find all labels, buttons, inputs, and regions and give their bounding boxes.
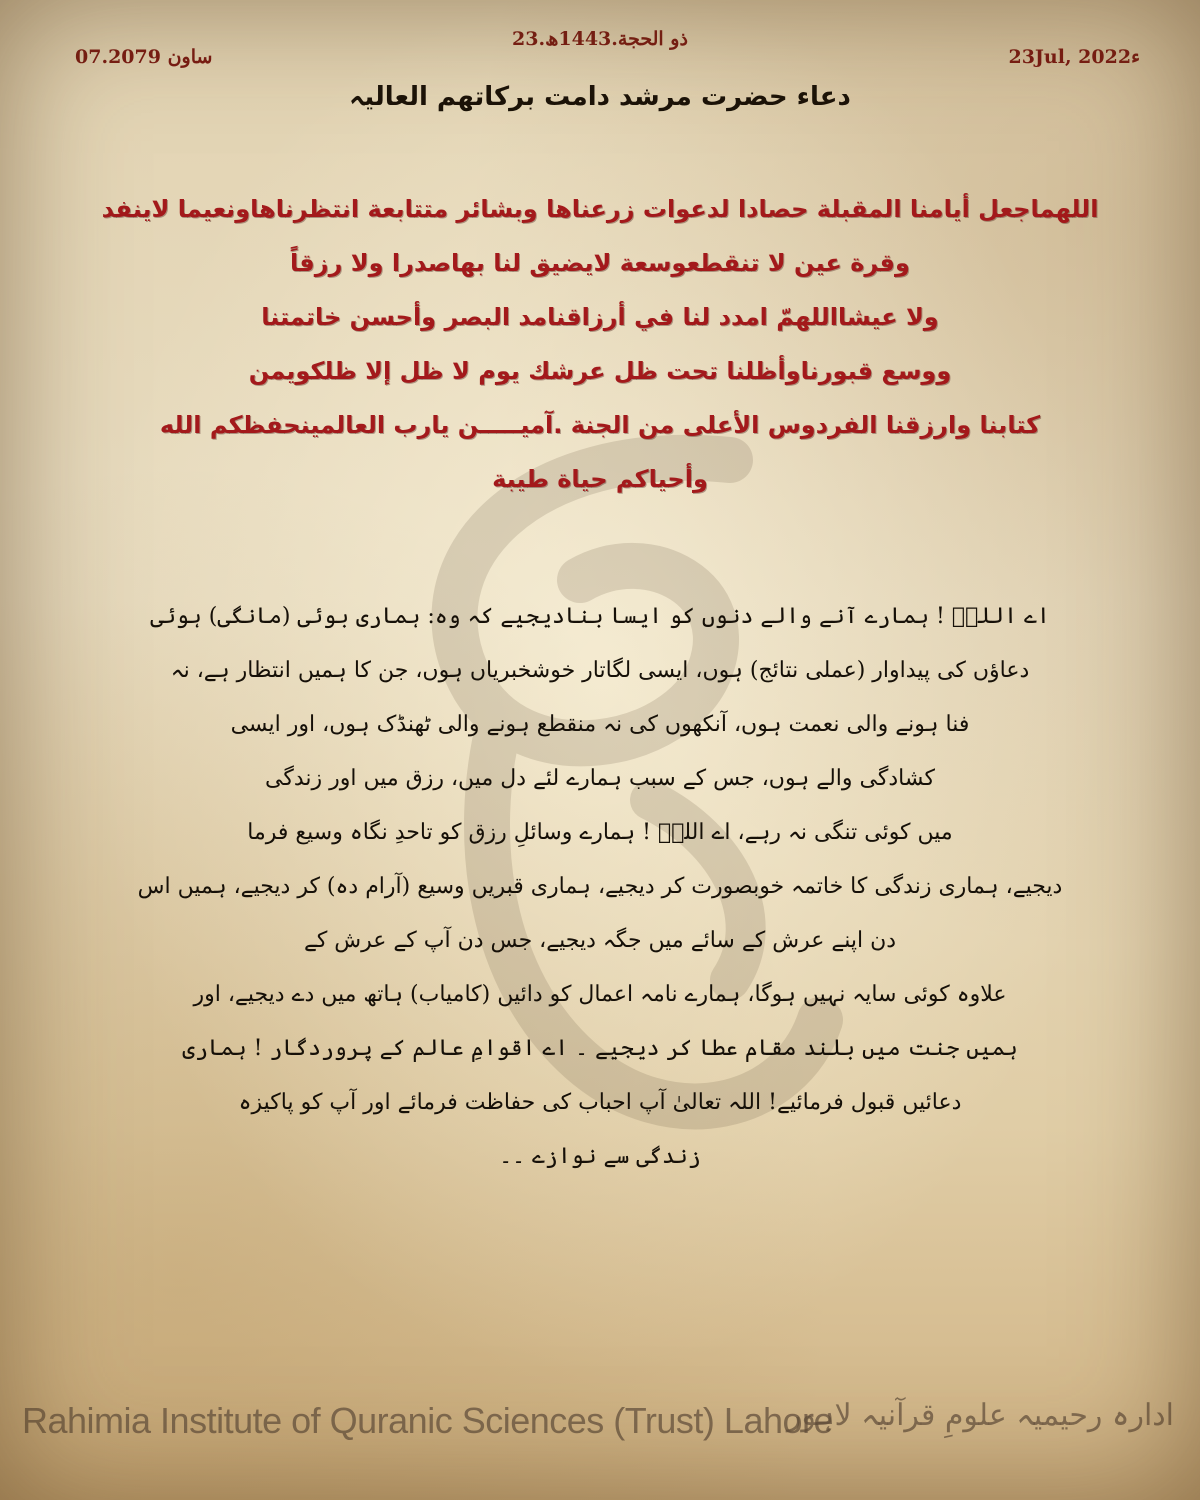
date-header	[0, 28, 1200, 78]
arabic-line: ووسع قبورناوأظلنا تحت ظل عرشك يوم لا ظل إلا ظلكويمن	[248, 357, 952, 385]
urdu-line: میں کوئی تنگی نہ رہے، اے اللہؐ ! ہمارے وسائلِ رزق کو تاحدِ نگاہ وسیع فرما	[247, 820, 953, 845]
institute-name-english: Rahimia Institute of Quranic Sciences (Trust) Lahore	[22, 1400, 834, 1441]
arabic-line: اللھماجعل أيامنا المقبلة حصادا لدعوات زرعناها وبشائر متتابعة انتظرناهاونعيما لاينفد	[101, 195, 1099, 223]
hijri-date: 23.ذو الحجة.1443ھ	[512, 28, 688, 50]
arabic-line: ولا عيشااللهمّ امدد لنا في أرزاقنامد البصر وأحسن خاتمتنا	[261, 303, 939, 331]
page-title: دعاء حضرت مرشد دامت برکاتھم العالیہ	[349, 82, 851, 112]
urdu-line: ہمیں جنت میں بلند مقام عطا کر دیجیے ۔ اے اقوامِ عالم کے پروردگار ! ہماری	[182, 1036, 1018, 1061]
arabic-prayer	[70, 182, 1130, 506]
footer	[0, 1388, 1200, 1468]
arabic-line: وقرة عين لا تنقطعوسعة لايضيق لنا بهاصدرا ولا رزقاً	[290, 249, 910, 277]
urdu-line: دیجیے، ہماری زندگی کا خاتمہ خوبصورت کر دیجیے، ہماری قبریں وسیع (آرام دہ) کر دیجیے، ہمیں اس	[137, 874, 1063, 899]
urdu-line: اے اللہؐ ! ہمارے آنے والے دنوں کو ایسا بنادیجیے کہ وہ: ہماری بوئی (مانگی) ہوئی	[150, 604, 1050, 629]
urdu-line: دعائیں قبول فرمائیے! اللہ تعالیٰ آپ احباب کی حفاظت فرمائے اور آپ کو پاکیزہ	[238, 1090, 962, 1115]
urdu-line: علاوہ کوئی سایہ نہیں ہوگا، ہمارے نامہ اعمال کو دائیں (کامیاب) ہاتھ میں دے دیجیے، اور	[193, 982, 1007, 1007]
urdu-line: فنا ہونے والی نعمت ہوں، آنکھوں کی نہ منقطع ہونے والی ٹھنڈک ہوں، اور ایسی	[230, 712, 970, 737]
bikrami-date: 07.ساون 2079	[75, 46, 213, 68]
arabic-line: كتابنا وارزقنا الفردوس الأعلى من الجنة .آمیـــــن یارب العالمینحفظکم الله	[159, 411, 1041, 439]
urdu-line: دن اپنے عرش کے سائے میں جگہ دیجیے، جس دن آپ کے عرش کے	[303, 928, 897, 953]
gregorian-date: 23Jul, 2022ء	[1008, 46, 1140, 68]
institute-logo-calligraphy: ادارہ رحیمیہ علومِ قرآنیہ لاہور	[786, 1398, 1174, 1433]
urdu-translation	[110, 590, 1090, 1184]
urdu-line: دعاؤں کی پیداوار (عملی نتائج) ہوں، ایسی لگاتار خوشخبریاں ہوں، جن کا ہمیں انتظار ہے، نہ	[170, 658, 1030, 683]
arabic-line: وأحیاکم حیاة طیبة	[492, 465, 708, 493]
urdu-line: زندگی سے نوازے ۔۔	[499, 1144, 701, 1169]
urdu-line: کشادگی والے ہوں، جس کے سبب ہمارے لئے دل میں، رزق میں اور زندگی	[265, 766, 935, 791]
